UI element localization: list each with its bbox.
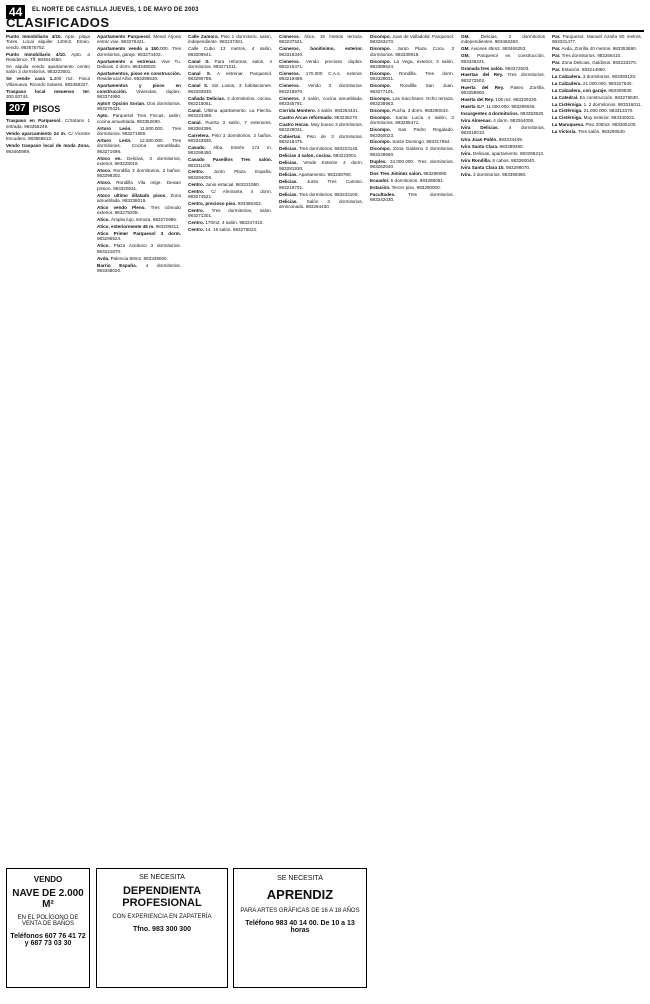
classified-ad: Calle Cubo 13 metros, 4 salón, 983209541. [188,46,272,57]
classified-ad: Avda. Palencia 90m2. 983339000. [97,255,168,261]
classified-ad: Cubiertas. Piso de 3 dormitorios. 983218475. [279,134,363,145]
classified-ad: Estación. Tercer piso. 983290000. [370,184,441,190]
classified-ad: Calle Zamora. Piso 1 dormitorio, salon, independiente. 983237481. [188,34,272,45]
classified-ad: Centro. 14. 15 salón. 983276823. [188,227,258,233]
classified-ad: La Victoria. Tres salón. 983290540. [552,129,626,135]
classified-ad: Dicompo. Las Sacchaner. Ocho terraza. 983238963. [370,95,454,106]
classified-ad: Cisneros. 3 salón, cocina amueblada. 983345791. [279,95,363,106]
classified-ad: Ivira Juan Pablo. 983234449. [461,137,524,142]
classified-ad: Se alquila vendo apartamento centro salón 2 dormitorios. 983223001. [6,64,90,75]
column-5 [370,34,454,998]
classified-ad: Centro, precioso piso. 983386302. [188,200,263,206]
classified-ad: Centro. Junio estacial. 983221560. [188,181,261,187]
classified-ad: Delicias. Salón 3 dormitorios, arrinconado. 983284430. [279,198,363,209]
aprendiz-requirement: PARA ARTES GRÁFICAS DE 16 A 18 AÑOS [240,908,360,914]
classified-ad: Delicias. Tres dormitorios. 983243100. [279,191,359,197]
section-heading [6,102,90,115]
aprendiz-phone: Teléfono 983 40 14 00. De 10 a 13 horas [245,920,355,934]
classified-ad: Centro. C/ Almirante, 4 dorm. 983274521. [188,188,272,200]
classified-ad: Atoco. Rondilla 3 dormitorios, 2 baños. 983298302. [97,167,181,179]
classified-ad: Atoco en. Delicias, 3 dormitorios, exterior. 983228019. [97,155,181,167]
classified-ad: Delicias. Vende Exterior 4 dorm. 983281930. [279,160,363,171]
classified-ad: Huerta del Rey. Paseo Zorrilla. 983358900. [461,84,545,96]
classified-ad: Delicias. Junto Tres Camino. 983219701. [279,179,363,190]
classified-ad: Dicompo. Juan de Valladolid. Parquesol. 983263270. [370,34,454,45]
classified-ad: La Cistérniga. Muy exterior. 983340021. [552,115,636,121]
classified-ad: Cisneros. Ático, 15 metros terraza. 983237521. [279,34,363,45]
classified-ad: Apto!! Opción Sorian. Dos dormitorios. 983270431. [97,100,181,112]
classified-ad: Centro. Tres dormitorios, salon. 983271301. [188,207,272,219]
dependienta-phone: Tfno. 983 300 300 [133,926,191,933]
classified-ad: Casado Paseillos Tres salón. 983311106. [188,157,272,168]
classified-ad: Par. Zona Delicias, Galdinos. 983233370. [552,60,638,66]
classified-ad: Facultades. Tres dormitorios. 983342030. [370,191,454,203]
classified-ad: Ivira Delicias. 4 dormitorios. 983318010. [461,124,545,136]
classified-ad: Canal S. Sin Lusos, 3 habitaciones. 983283830. [188,83,272,94]
column-4 [279,34,363,998]
classified-ad: Apto. Parquesol Tres Fincas, salón, cocina amueblada. 983352690. [97,113,181,124]
newspaper-dateline: EL NORTE DE CASTILLA JUEVES, 1 DE MAYO DE 2003 [32,7,199,13]
classified-ad: Se vende casa 1.300 m2. Finca Villanueva. Ricardo Solares. 983459327. [6,76,90,87]
classified-ad: Dos Tres Jiminez salon. 983298080. [370,170,448,176]
classified-ad: Apartamento vendo a 150.000. Tres dormitorios, garaje. 983274403. [97,46,181,57]
column-3 [188,34,272,998]
classified-ad: La Cistérniga. 21.000.000. 983313370. [552,108,634,114]
classified-ad: Apartamentos, pisos en construcción. Residencial Arbo. 983295530. [97,70,181,82]
classified-ad: Cisneros, bonitisimo, exterior. 983318340. [279,46,363,57]
classified-ad: Traspaso en Parquesol. C/Sotano 1 entrada. 983355249. [6,118,90,129]
classified-ad: Dicompo. Rondilla. Tres dorm. 983328031. [370,70,454,82]
classified-ad: Cisneros. 170.000 C.A.s. exterior. 983219488. [279,70,363,82]
vendo-label: VENDO [33,875,63,884]
classified-ad: Canal. Puerta 3 salón, 7 exteriores. 983384396. [188,120,272,131]
column-1 [6,34,90,998]
classified-ad: Par. Avda. Zorrilla 40 metros. 983353690. [552,46,637,52]
dependienta-headline: DEPENDIENTA PROFESIONAL [122,885,202,909]
classified-ad: Cañada Delicias. 3 dormitorios, cocina. 983215061. [188,95,272,106]
classified-ad: Delicias. Apartamento. 983239780. [279,172,352,178]
classified-ad: Atico, exteriormente 45 m. 983209311. [97,224,180,230]
column-7 [552,34,642,998]
classified-ad: Casado. Alba. Estrén 174 m. 983298490. [188,144,272,156]
vendo-location: EN EL POLÍGONO DE VENTA DE BAÑOS [17,915,79,927]
column-6 [461,34,545,998]
classified-ad: Dicompo. Pucha. 3 dorm. 983290043. [370,107,449,113]
vendo-headline: NAVE DE 2.000 M² [12,888,84,910]
classified-ad: La Calzadera. 3 dormitorios. 983393120. [552,73,637,79]
classified-ad: Vendo aparcamiento 24 m. C/ Vicente Escudero. 983658813. [6,130,90,142]
dependienta-intro: SE NECESITA [139,874,185,881]
classified-ad: La Cistérniga. 1. 2 dormitorios. 983316011. [552,101,642,107]
classified-ad: Par. Parquesol. Manuel Azaña 90 metros. 983331477. [552,34,642,45]
classifieds-columns [6,34,644,998]
classified-ad: Dicompo. Santo Domingo. 983317654. [370,139,451,145]
classified-ad: Canal S. A estrenar. Parquesol. 983290788. [188,70,272,82]
classified-ad: Dicompo. Santa Lucía 4 salón, 3 dormitorios. 983285471. [370,114,454,126]
classified-ad: Arturo León. 12.500.000. Tres dormitorios. Cocina amueblada. 983271698. [97,137,181,154]
classified-ad: Centro. 170m2. 4 salón. 983247410. [188,220,264,226]
classified-ad: Ivira Santa Clara. 983399380. [461,143,524,149]
classified-ad: Insurgentes 4 dormitorios. 983353920. [461,110,545,116]
classified-ad: La Maruquesa. Piso 200m2. 983305100. [552,122,637,128]
classified-ad: Ivira Rondilla. 8 cabos. 983260040. [461,157,536,163]
classified-ad: GM. Aviones 45m2. 983466253. [461,46,527,52]
classified-ad: GM. Parquesol en construcción. 983346221. [461,53,545,64]
aprendiz-headline: APRENDIZ [266,887,334,902]
classified-ad: Delicias. Tres dormitorios. 983223145. [279,146,359,152]
classified-ad: Ivira Almenas. 4 dorm. 983264006. [461,117,535,123]
classified-ad: Atico vendo Pleno. Tres cómodo exterior. 983279208. [97,204,181,216]
classified-ad: Canal. Última apartamento. La Flecha. 983223498. [188,107,272,119]
vendo-nave-ad [6,868,90,988]
column-2 [97,34,181,998]
classified-ad: Par. Tres dormitorios. 983266410. [552,53,622,59]
classified-ad: La Calzadera, con garaje. 983309530. [552,87,633,93]
classified-ad: Par. Estación. 983214860. [552,67,607,73]
classified-ad: Atoco. Rondilla Vila orige. Deixan prision. 983320931. [97,180,181,191]
classified-ad: Cisneros. Vendo 3 dormitorios. 983218970. [279,83,363,94]
classified-ad: Atico. Ámplia lujo, terraza. 983272986. [97,217,178,223]
aprendiz-ad [233,868,367,988]
classified-ad: Cuatro Horas. Muy bueno 3 dormitorios. 983228031. [279,121,363,133]
classified-ad: Huerta S.P. 11.000.000. 983289045. [461,103,536,109]
section-label: PISOS [32,103,61,114]
page-number: 44 [6,5,25,19]
section-number: 207 [6,102,29,115]
classified-ad: Ivira. 3 dormitorios. 983399380. [461,171,527,177]
vendo-phones: Teléfonos 607 76 41 72 y 687 73 03 30 [10,933,86,947]
classified-ad: Huerta del Rey. 105 m2. 983329230. [461,97,538,103]
classified-ad: Dicompo. Rondilla San Juan. 983277101. [370,83,454,94]
classified-ad: Carretera. Piso 3 dormitorios, 2 baños. 983343930. [188,132,272,143]
classified-ad: Cuatro Arcas reformado. 983236270. [279,114,359,120]
classified-ad: GM. Delicias. 2 dormitorios independientes. 983466363. [461,34,545,45]
classified-ad: Vendo traspaso local de moda Zona. 983460869. [6,143,90,154]
aprendiz-intro: SE NECESITA [277,875,323,882]
classified-ad: Punto Inmobiliario 4/10. Apto. a Residence. Tlf. 983644550. [6,51,90,63]
page-header [6,4,644,30]
classified-ad: Ivira Santa Clara 10. 983298070. [461,164,531,170]
classified-ad: Canal S. Para reformar, salon, 4 dormitorios. 983271011. [188,58,272,70]
classified-ad: Corrida Montero. 4 salón. 983254431. [279,107,359,113]
classified-ad: Ivira. Delicias, apartamento. 983286213. [461,150,545,156]
classified-ad: Dicompo. San Pedro Regalado. 983350023. [370,127,454,138]
classified-ad: Atico Primer Parquesol 3 dorm. 983295524. [97,231,181,242]
classified-ad: Barrio España. 4 dormitorios. 983348020. [97,262,181,273]
classified-ad: Granada tres salón. 983272503. [461,65,530,71]
classified-ad: Apartamento a estrenar. Vive Tu. Delicias. 2 dorm. 983348020. [97,58,181,70]
classified-ad: Atoco ultimo dilatado pisos. Zona amueblada. 983338019. [97,192,181,203]
classified-ad: Delicias 4 salon, cocina. 983223001. [279,153,358,159]
classified-ad: Apartamentos y pisos en construcción. Viviendas, duplex. 983374990. [97,83,181,100]
classified-ad: Dicompo. Zona Galdeno 3 dormitorios. 983248560. [370,146,454,157]
classified-ad: Centro. Junto Plaza España. 983294006. [188,169,272,180]
classified-ad: Atico. Plaza Aceituno 3 dormitorios. 983221870. [97,243,181,254]
classified-ad: Apartamento Parquesol. Mesal Arjona entrar vive. 983276421. [97,34,181,45]
header-rule [6,30,644,32]
dependienta-ad [96,868,228,988]
dependienta-requirement: CON EXPERIENCIA EN ZAPATERÍA [112,914,212,920]
classified-ad: Ecuador. 5 dormitorios. 983288081. [370,177,445,183]
classified-ad: La Catedral. En construcción. 983276530. [552,94,640,100]
classified-ad: Dicompo. La Vega, exterior, 3 salón. 983389524. [370,58,454,70]
classified-ad: Arturo León. 11.500.000. Tres dormitorios. 983271980. [97,125,181,136]
section-title: CLASIFICADOS [6,15,110,30]
classified-ad: Huertas del Rey. Tres dormitorios. 983272502. [461,72,545,83]
classified-ad: Dicompo. Junto Plaza Coca. 3 dormitorios. 983339918. [370,46,454,57]
classified-ad: Traspaso local meuenso ter. 300.93744. [6,88,90,100]
classified-ad: Duplex. 24.000.000. Tres dormitorios. 983262040. [370,158,454,170]
classified-ad: La Calzadera. 21.000.000. 983327640. [552,80,633,86]
classified-ad: Cisneros. Vendo precioso duplex. 983215471. [279,58,363,70]
classified-ad: Punto Inmobiliario 4/10. Apto. playa Tores. Local alquiler 140m2. Emeo. vendo. 983676752. [6,34,90,50]
